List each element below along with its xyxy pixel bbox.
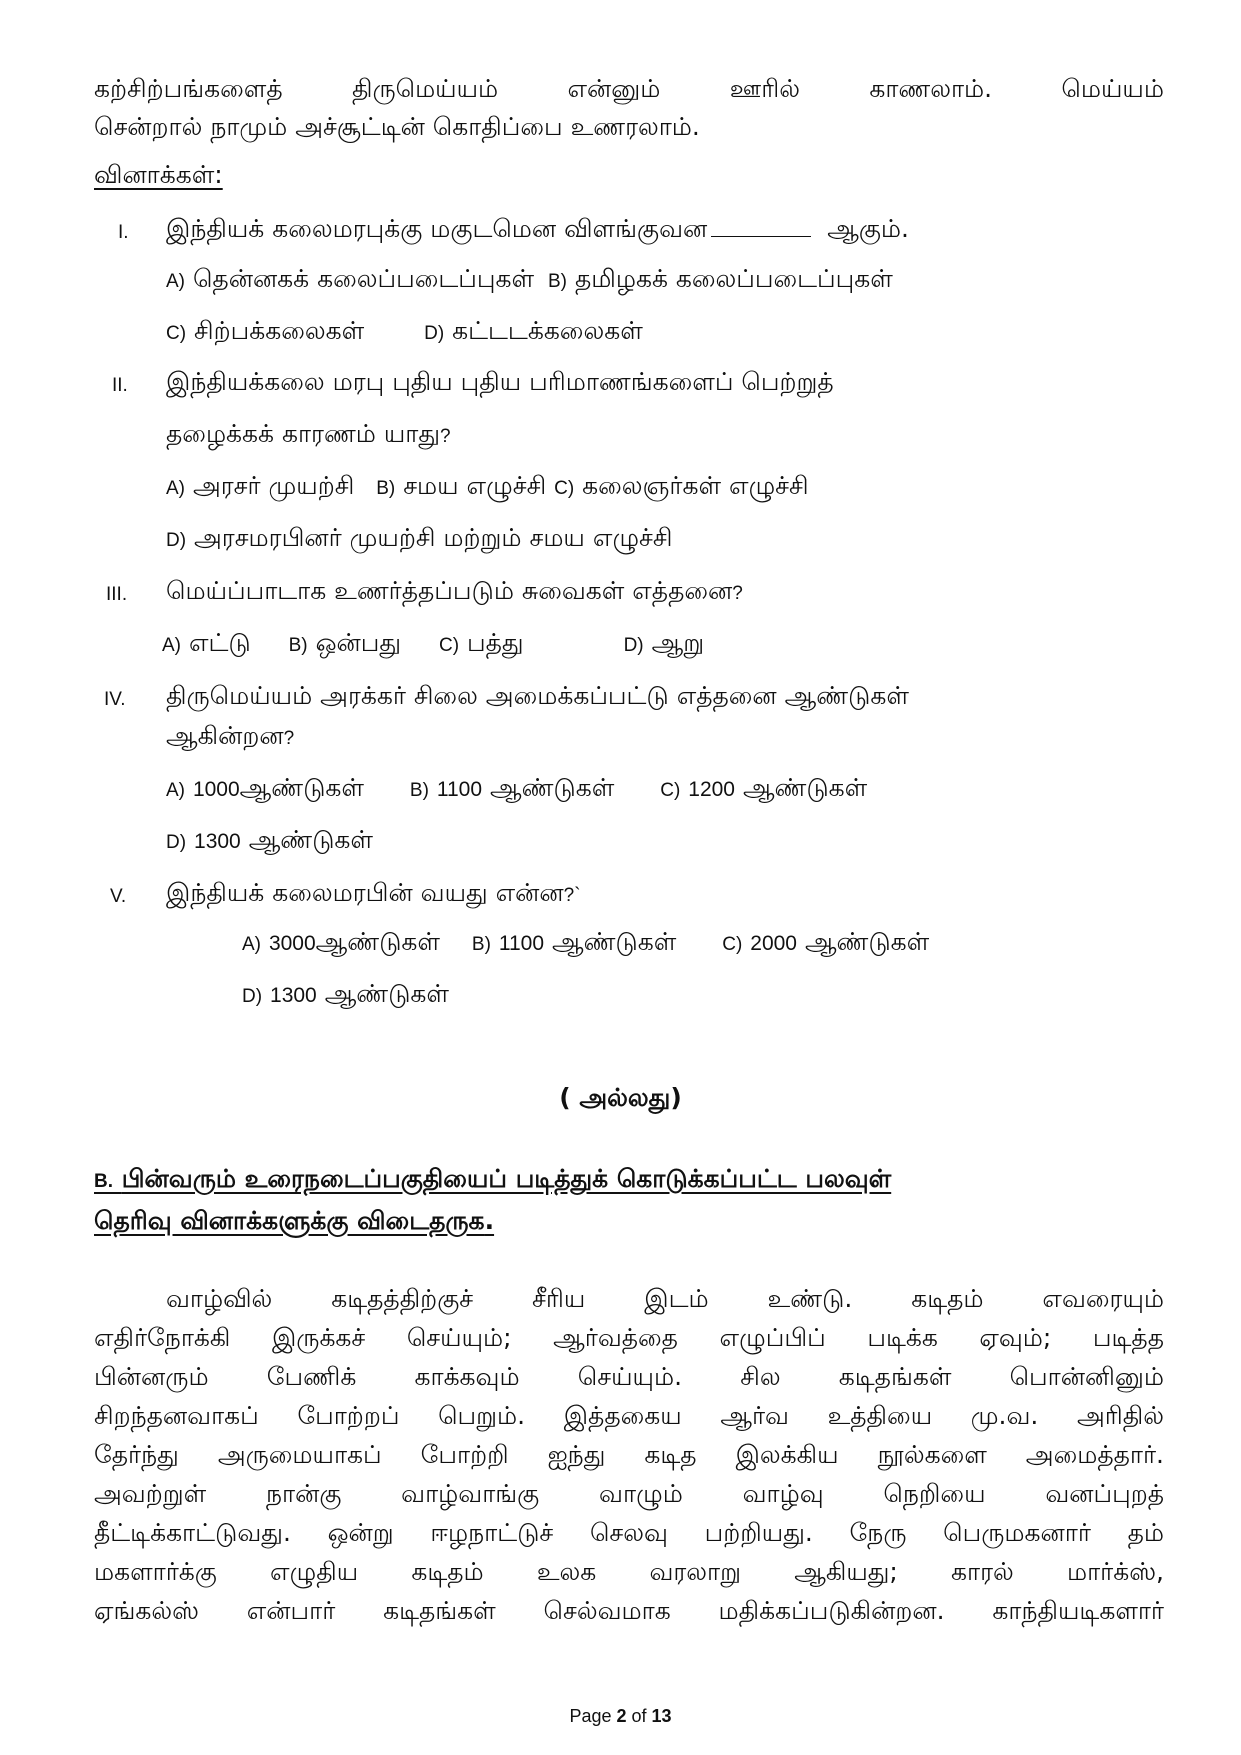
passage-b-line: மகளார்க்கு எழுதிய கடிதம் உலக வரலாறு ஆகியது; காரல் மார்க்ஸ், — [94, 1557, 1164, 1586]
question-number: IV. — [104, 689, 126, 710]
question-text: இந்தியக் கலைமரபுக்கு மகுடமென விளங்குவன ஆகும். — [166, 214, 910, 243]
answer-blank — [711, 216, 811, 237]
question-number: V. — [110, 886, 127, 907]
passage-b-line: தேர்ந்து அருமையாகப் போற்றி ஐந்து கடித இலக்கிய நூல்களை அமைத்தார். — [94, 1440, 1164, 1469]
passage-b-line: ஏங்கல்ஸ் என்பார் கடிதங்கள் செல்வமாக மதிக்கப்படுகின்றன. காந்தியடிகளார் — [94, 1596, 1164, 1625]
question-text: மெய்ப்பாடாக உணர்த்தப்படும் சுவைகள் எத்தனை? — [166, 576, 743, 605]
passage-b-line: எதிர்நோக்கி இருக்கச் செய்யும்; ஆர்வத்தை எழுப்பிப் படிக்க ஏவும்; படித்த — [94, 1323, 1164, 1352]
question-number: I. — [118, 222, 129, 243]
options-row: C) சிற்பக்கலைகள் D) கட்டடக்கலைகள் — [166, 316, 643, 345]
question-text-continued: தழைக்கக் காரணம் யாது? — [166, 419, 451, 448]
passage-b-line: பின்னரும் பேணிக் காக்கவும் செய்யும். சில கடிதங்கள் பொன்னினும் — [94, 1362, 1164, 1391]
options-row: D) 1300 ஆண்டுகள் — [166, 825, 373, 854]
section-b-heading: B. பின்வரும் உரைநடைப்பகுதியைப் படித்துக் கொடுக்கப்பட்ட பலவுள் — [94, 1164, 892, 1193]
question-text-continued: ஆகின்றன? — [166, 721, 295, 750]
passage-b-line: வாழ்வில் கடிதத்திற்குச் சீரிய இடம் உண்டு. கடிதம் எவரையும் — [166, 1284, 1164, 1313]
options-row: A) எட்டு B) ஒன்பது C) பத்து D) ஆறு — [162, 628, 705, 657]
options-row: A) 3000ஆண்டுகள் B) 1100 ஆண்டுகள் C) 2000 ஆண்டுகள் — [242, 927, 930, 956]
page-number: Page 2 of 13 — [569, 1706, 672, 1726]
passage-b-line: அவற்றுள் நான்கு வாழ்வாங்கு வாழும் வாழ்வு நெறியை வனப்புறத் — [94, 1479, 1164, 1508]
question-number: III. — [106, 584, 128, 605]
passage-a-line-2: சென்றால் நாமும் அச்சூட்டின் கொதிப்பை உணரலாம். — [94, 112, 700, 141]
passage-b-line: சிறந்தனவாகப் போற்றப் பெறும். இத்தகைய ஆர்வ உத்தியை மு.வ. அரிதில் — [94, 1401, 1164, 1430]
question-number: II. — [112, 375, 128, 396]
question-text: இந்தியக் கலைமரபின் வயது என்ன?` — [166, 878, 581, 907]
passage-b-line: தீட்டிக்காட்டுவது. ஒன்று ஈழநாட்டுச் செலவு பற்றியது. நேரு பெருமகனார் தம் — [94, 1518, 1164, 1547]
or-heading: ( அல்லது) — [559, 1083, 682, 1112]
options-row: A) 1000ஆண்டுகள் B) 1100 ஆண்டுகள் C) 1200 ஆண்டுகள் — [166, 773, 868, 802]
questions-heading: வினாக்கள்: — [94, 160, 223, 189]
options-row: D) 1300 ஆண்டுகள் — [242, 979, 449, 1008]
question-text: திருமெய்யம் அரக்கர் சிலை அமைக்கப்பட்டு எத்தனை ஆண்டுகள் — [166, 681, 909, 710]
options-row: A) அரசர் முயற்சி B) சமய எழுச்சி C) கலைஞர்கள் எழுச்சி — [166, 471, 809, 500]
question-text: இந்தியக்கலை மரபு புதிய புதிய பரிமாணங்களைப் பெற்றுத் — [166, 367, 834, 396]
options-row: A) தென்னகக் கலைப்படைப்புகள் B) தமிழகக் கலைப்படைப்புகள் — [166, 264, 893, 293]
section-b-heading-continued: தெரிவு வினாக்களுக்கு விடைதருக. — [94, 1206, 495, 1235]
passage-a-line-1: கற்சிற்பங்களைத் திருமெய்யம் என்னும் ஊரில் காணலாம். மெய்யம் — [94, 74, 1164, 103]
options-row: D) அரசமரபினர் முயற்சி மற்றும் சமய எழுச்சி — [166, 523, 673, 552]
